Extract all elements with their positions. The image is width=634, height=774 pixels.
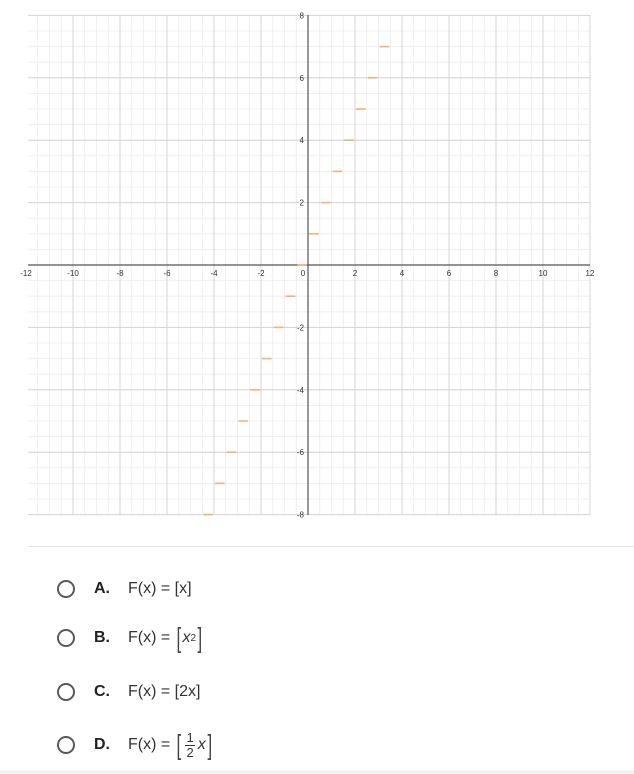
- radio-d[interactable]: [57, 736, 75, 754]
- choice-a-letter: A.: [94, 580, 110, 597]
- x-tick-label: 10: [538, 269, 548, 278]
- bottom-strip: [0, 770, 634, 774]
- y-tick-label: -6: [296, 448, 304, 458]
- choice-b-formula: F(x) = [ x 2 ]: [128, 622, 203, 653]
- x-tick-label: 4: [399, 269, 405, 278]
- axes: [28, 15, 590, 515]
- choice-d-inner: x: [197, 736, 206, 753]
- radio-b[interactable]: [57, 629, 75, 647]
- choice-c[interactable]: [57, 672, 200, 712]
- y-tick-label: 4: [299, 136, 304, 146]
- divider: [28, 546, 634, 547]
- choice-d-letter: D.: [94, 736, 110, 753]
- choice-b[interactable]: [57, 618, 204, 658]
- choice-d-fraction: [185, 731, 194, 759]
- choice-d-prefix: F(x) =: [128, 736, 175, 753]
- x-tick-label: -4: [210, 269, 218, 278]
- choice-d[interactable]: [57, 725, 213, 765]
- x-tick-label: -10: [67, 269, 79, 278]
- x-tick-label: -8: [116, 269, 124, 278]
- choice-d-formula: F(x) = [ $\frac{1}{2}$ x ]: [128, 729, 212, 760]
- x-tick-label: 0: [300, 269, 306, 278]
- y-tick-label: -2: [296, 323, 304, 333]
- y-tick-label: -8: [296, 510, 304, 520]
- choice-a[interactable]: [57, 569, 192, 609]
- choice-b-exponent: 2: [190, 632, 197, 644]
- choice-b-prefix: F(x) =: [128, 629, 175, 646]
- x-tick-label: 6: [446, 269, 452, 278]
- y-tick-label: 6: [299, 73, 304, 83]
- choice-c-letter: C.: [94, 683, 110, 700]
- choice-b-letter: B.: [94, 629, 110, 646]
- choice-c-formula: F(x) = [2x]: [128, 683, 201, 700]
- y-tick-label: 8: [299, 11, 304, 21]
- x-tick-label: 8: [493, 269, 499, 278]
- x-tick-label: -6: [163, 269, 171, 278]
- choice-d-numerator: 1: [186, 729, 194, 745]
- x-tick-label: -12: [20, 269, 32, 278]
- x-tick-label: -2: [257, 269, 265, 278]
- choice-b-inner: x: [182, 629, 191, 646]
- x-tick-label: 12: [585, 269, 595, 278]
- y-tick-label: -4: [296, 385, 304, 395]
- x-tick-label: 2: [352, 269, 358, 278]
- y-tick-label: 2: [299, 198, 304, 208]
- choice-d-denominator: 2: [186, 744, 194, 760]
- radio-a[interactable]: [57, 580, 75, 598]
- radio-c[interactable]: [57, 683, 75, 701]
- choice-a-formula: F(x) = [x]: [128, 580, 192, 597]
